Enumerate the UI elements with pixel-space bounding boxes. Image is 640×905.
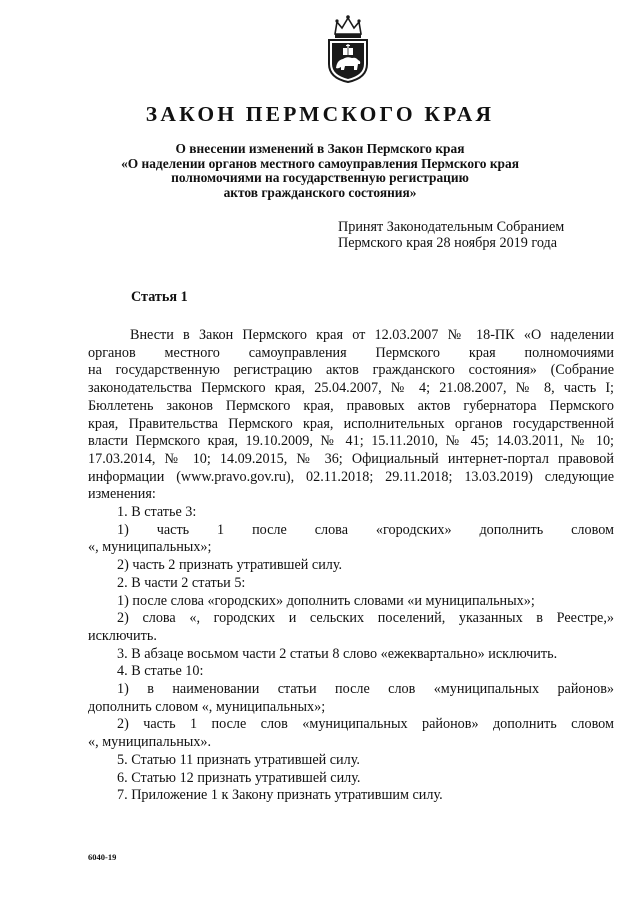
subtitle-line: О внесении изменений в Закон Пермского края <box>175 141 465 156</box>
law-subtitle <box>0 142 640 200</box>
intro-line: Бюллетень законов Пермского края, правовых актов губернатора Пермского <box>88 397 614 414</box>
amendment-item: 3. В абзаце восьмом части 2 статьи 8 слово «ежеквартально» исключить. <box>117 645 558 662</box>
amendment-subitem: 1) часть 1 после слова «городских» дополнить словом <box>117 521 614 538</box>
intro-line: на государственную регистрацию актов гражданского состояния» (Собрание <box>88 362 614 379</box>
intro-line: законодательства Пермского края, 25.04.2007, № 4; 21.08.2007, № 8, часть I; <box>88 380 614 397</box>
intro-line: изменения: <box>88 486 156 503</box>
amendment-item: 1. В статье 3: <box>117 504 197 521</box>
article-heading: Статья 1 <box>131 289 188 305</box>
amendment-subitem-cont: «, муниципальных». <box>88 734 212 751</box>
subtitle-line: актов гражданского состояния» <box>223 184 417 200</box>
law-title: ЗАКОН ПЕРМСКОГО КРАЯ <box>145 102 495 126</box>
amendment-subitem: 2) слова «, городских и сельских поселений, указанных в Реестре,» <box>117 610 614 627</box>
amendment-subitem: 1) после слова «городских» дополнить словами «и муниципальных»; <box>117 592 535 609</box>
adoption-line: Принят Законодательным Собранием <box>338 219 565 235</box>
amendment-item: 2. В части 2 статьи 5: <box>117 574 246 591</box>
intro-line: 17.03.2014, № 10; 14.09.2015, № 36; Официальный интернет-портал правовой <box>88 450 614 467</box>
amendment-subitem-cont: дополнить словом «, муниципальных»; <box>88 698 326 715</box>
amendment-subitem-cont: «, муниципальных»; <box>88 539 212 556</box>
intro-line: органов местного самоуправления Пермского края полномочиями <box>88 344 614 361</box>
amendment-subitem: 2) часть 1 после слов «муниципальных районов» дополнить словом <box>117 716 614 733</box>
amendment-item: 4. В статье 10: <box>117 663 204 680</box>
amendment-subitem: 1) в наименовании статьи после слов «муниципальных районов» <box>117 681 614 698</box>
subtitle-line: полномочиями на государственную регистрацию <box>171 170 469 186</box>
intro-line: Внести в Закон Пермского края от 12.03.2007 № 18-ПК «О наделении <box>130 327 614 343</box>
intro-line: власти Пермского края, 19.10.2009, № 41; 15.11.2010, № 45; 14.03.2011, № 10; <box>88 433 614 450</box>
intro-line: информации (www.pravo.gov.ru), 02.11.2018; 29.11.2018; 13.03.2019) следующие <box>88 468 614 485</box>
amendment-item: 5. Статью 11 признать утратившей силу. <box>117 751 360 768</box>
document-code: 6040-19 <box>88 852 117 862</box>
subtitle-line: «О наделении органов местного самоуправления Пермского края <box>121 155 519 171</box>
amendment-item: 6. Статью 12 признать утратившей силу. <box>117 769 361 786</box>
amendment-item: 7. Приложение 1 к Закону признать утратившим силу. <box>117 787 443 804</box>
article-body <box>88 327 614 805</box>
intro-line: края, Правительства Пермского края, исполнительных органов государственной <box>88 415 614 432</box>
perm-krai-coat-of-arms-icon <box>323 14 373 84</box>
amendment-subitem: 2) часть 2 признать утратившей силу. <box>117 557 343 574</box>
amendment-subitem-cont: исключить. <box>88 627 157 644</box>
adoption-line: Пермского края 28 ноября 2019 года <box>338 234 558 251</box>
adoption-note <box>338 220 564 251</box>
